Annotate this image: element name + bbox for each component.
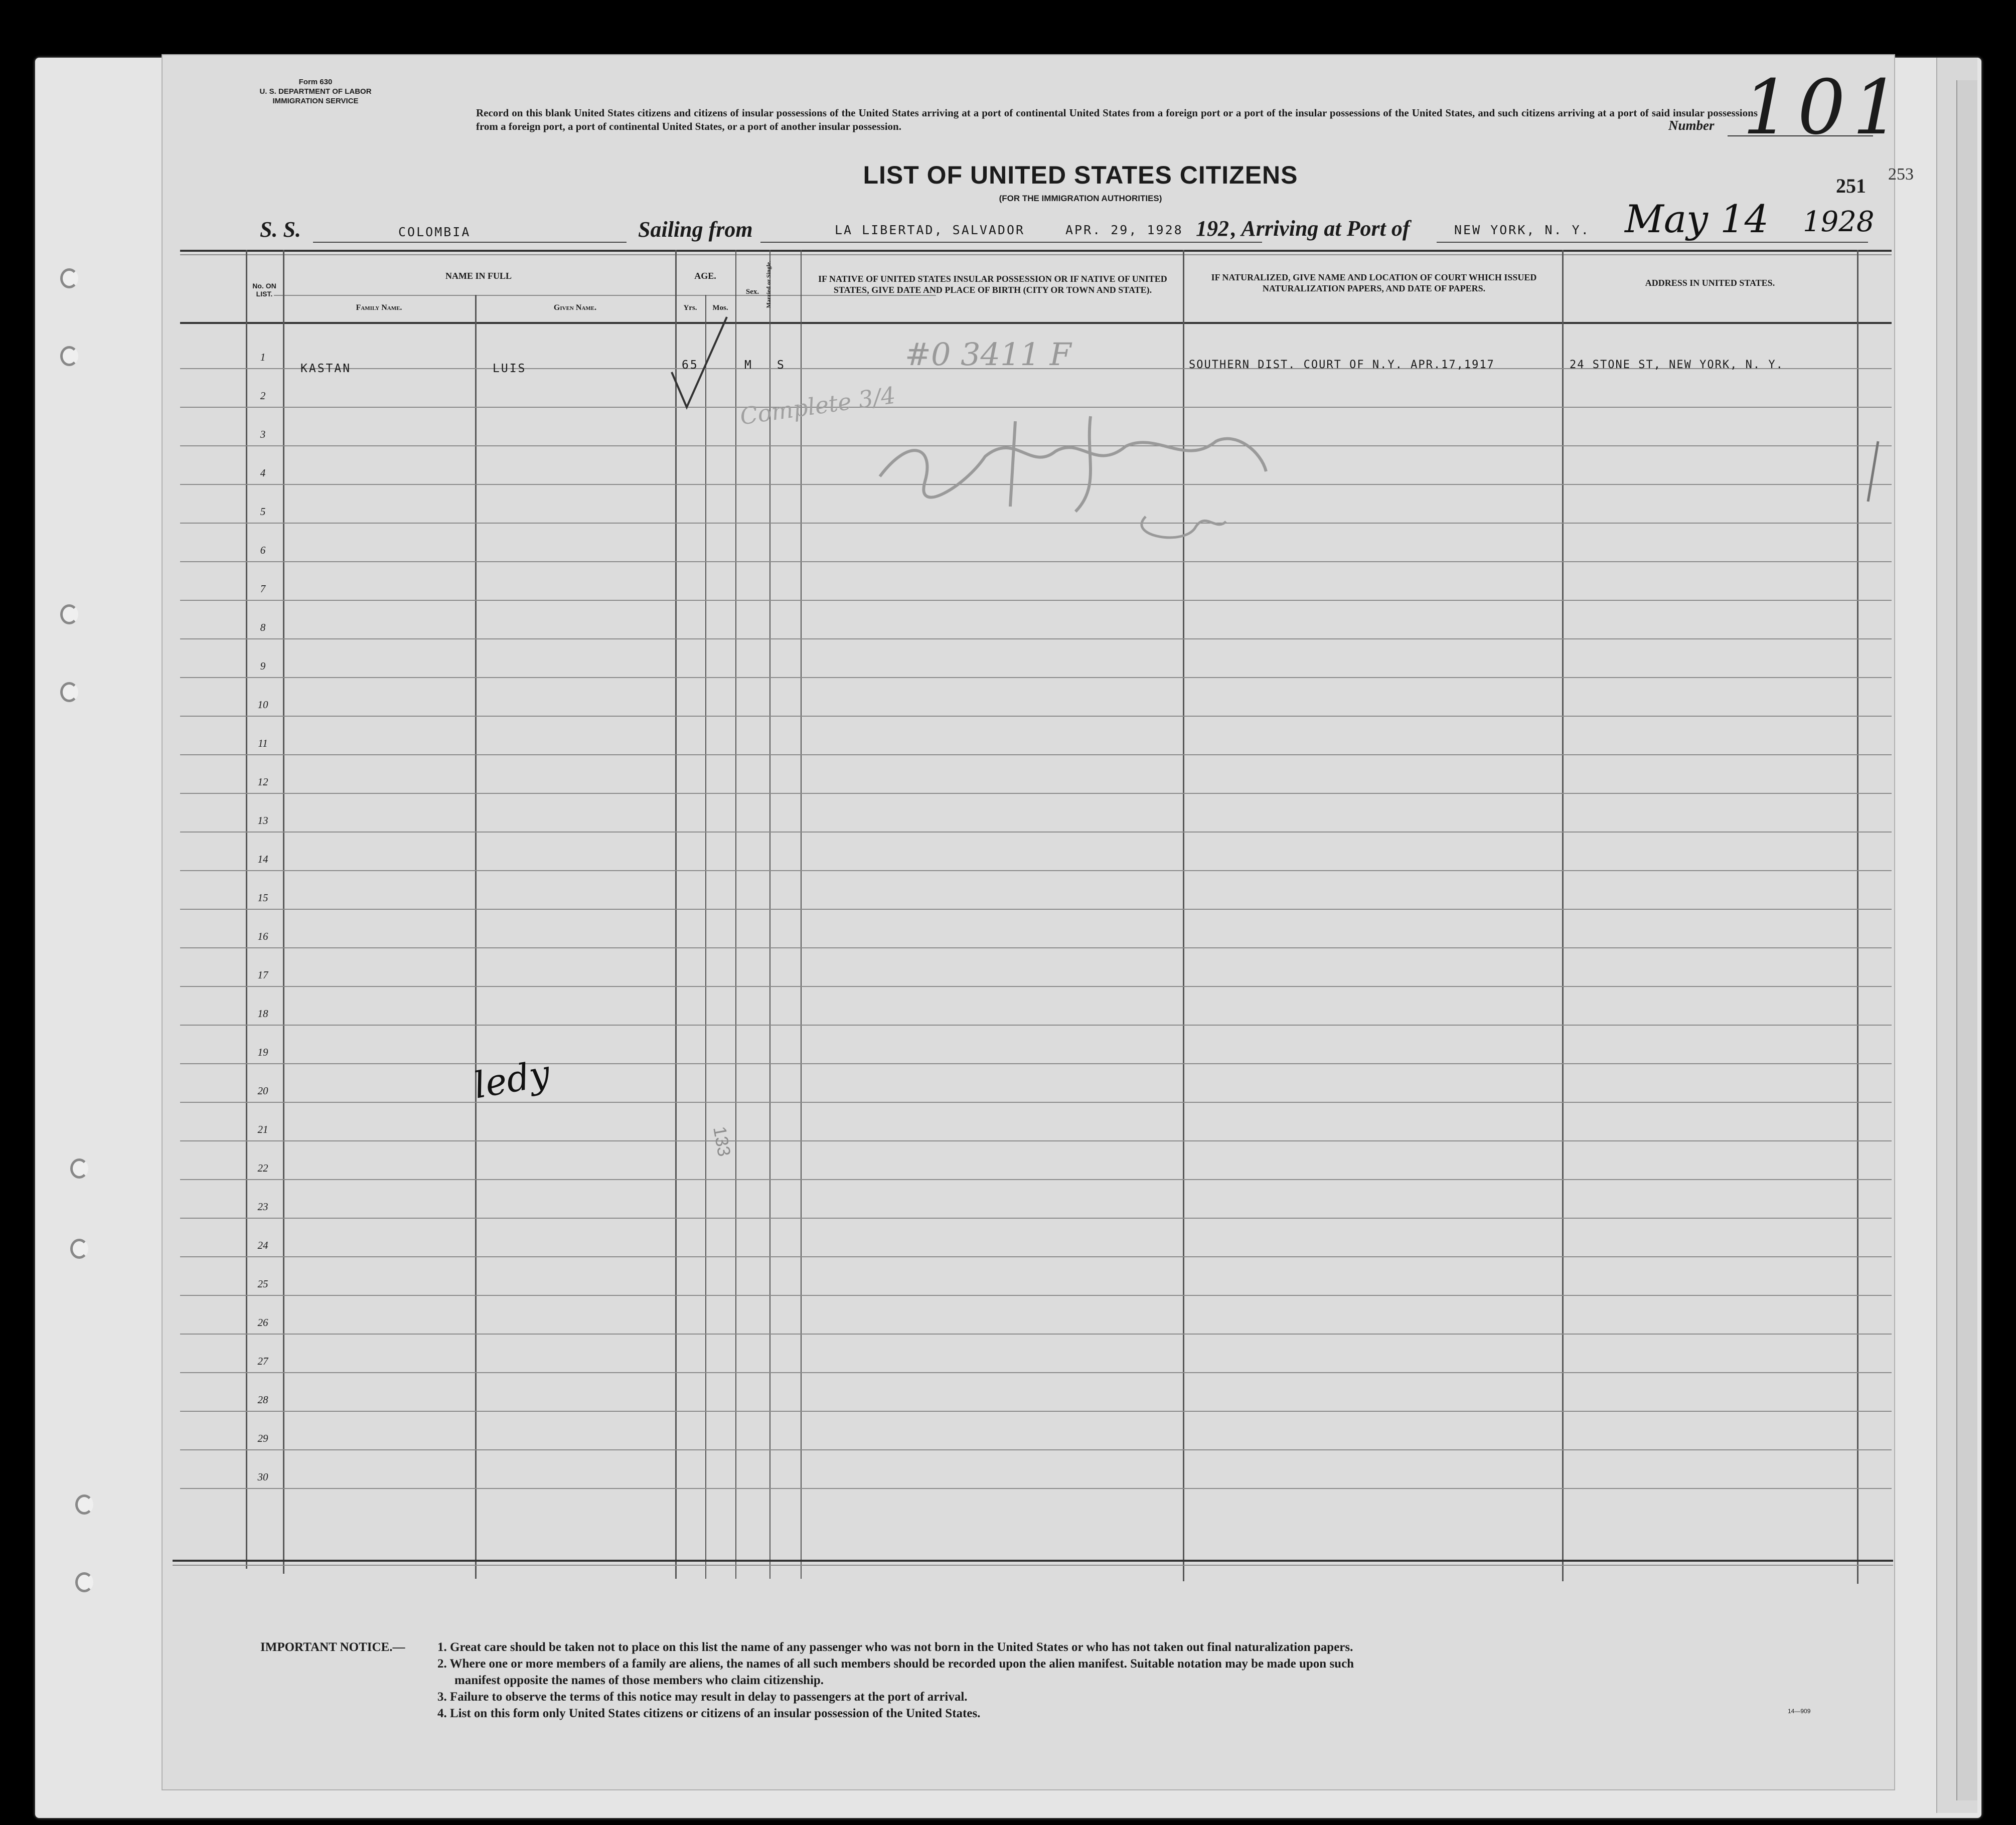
side-page-number: 253 xyxy=(1888,165,1914,184)
page-number-stamp: 251 xyxy=(1836,175,1866,197)
margin-stroke xyxy=(1858,436,1888,507)
department-name: U. S. DEPARTMENT OF LABOR xyxy=(259,87,372,96)
col-divider xyxy=(735,250,736,1579)
col-header-age: AGE. xyxy=(694,271,716,281)
row-line xyxy=(180,600,1892,601)
row-number: 18 xyxy=(257,1008,268,1020)
manifest-page xyxy=(162,54,1914,1790)
certificate-number-handwritten: #0 3411 F xyxy=(905,336,1071,373)
punch-hole xyxy=(60,268,78,288)
row-number: 13 xyxy=(257,814,268,826)
row-line xyxy=(180,909,1892,910)
row-number: 9 xyxy=(260,660,266,672)
col-divider xyxy=(801,250,802,1579)
arrival-date-handwritten: May 14 xyxy=(1625,197,1769,241)
row-line xyxy=(180,1372,1892,1373)
row-number: 24 xyxy=(257,1239,268,1251)
row1-given-name: LUIS xyxy=(493,362,527,375)
number-label: Number xyxy=(1668,118,1715,133)
col-header-family: Family Name. xyxy=(356,303,402,312)
notice-heading: IMPORTANT NOTICE.— xyxy=(260,1640,405,1654)
row1-naturalization: SOUTHERN DIST. COURT OF N.Y. APR.17,1917 xyxy=(1189,359,1495,371)
col-divider xyxy=(769,250,770,1579)
row1-sex: M xyxy=(744,359,753,372)
row-line xyxy=(180,638,1892,639)
table-top-border xyxy=(180,250,1892,252)
row-line xyxy=(180,1334,1892,1335)
row-number: 25 xyxy=(257,1278,268,1290)
row-number: 30 xyxy=(257,1471,268,1483)
row-number: 14 xyxy=(257,853,268,865)
row-number: 6 xyxy=(260,544,266,556)
col-header-marital: Married or Single. xyxy=(765,260,772,308)
row-line xyxy=(180,832,1892,833)
row-number: 29 xyxy=(257,1432,268,1444)
punch-hole xyxy=(70,1239,88,1259)
row-number: 22 xyxy=(257,1162,268,1174)
col-header-yrs: Yrs. xyxy=(683,304,697,312)
page-subtitle: (FOR THE IMMIGRATION AUTHORITIES) xyxy=(999,194,1162,203)
ship-line xyxy=(313,242,627,243)
col-divider xyxy=(705,295,706,1579)
punch-hole xyxy=(75,1572,93,1592)
table-bottom-border xyxy=(173,1560,1893,1562)
ship-name: COLOMBIA xyxy=(398,225,471,239)
table-top-border-inner xyxy=(180,254,1892,255)
col-header-given: Given Name. xyxy=(553,303,597,312)
col-header-no: No. ON LIST. xyxy=(252,282,276,298)
row-line xyxy=(180,1025,1892,1026)
form-instructions: Record on this blank United States citizens and citizens of insular possessions of the United States arriving at a port of continental United States from a foreign port or a port of the insular possessions of the United States, and such citizens arriving at a port of said insular possessions from a foreign port, a port of continental United States, or a port of another insular possession. xyxy=(476,107,1758,132)
margin-handwriting: ledy xyxy=(470,1052,553,1107)
notice-item-2: 2. Where one or more members of a family are aliens, the names of all such members should be recorded upon the alien manifest. Suitable notation may be made upon such xyxy=(437,1657,1354,1671)
row-number: 27 xyxy=(257,1355,268,1367)
row-line xyxy=(180,793,1892,794)
row-number: 15 xyxy=(257,892,268,904)
row1-family-name: KASTAN xyxy=(300,362,352,375)
notice-list xyxy=(437,1639,1792,1722)
service-name: IMMIGRATION SERVICE xyxy=(272,97,359,105)
row1-age-yrs: 65 xyxy=(682,359,699,372)
page-title: LIST OF UNITED STATES CITIZENS xyxy=(863,161,1298,189)
form-number: Form 630 xyxy=(298,78,333,86)
row-line xyxy=(180,1449,1892,1450)
list-number: 101 xyxy=(1743,64,1908,151)
row-number: 19 xyxy=(257,1046,268,1058)
sailing-label: Sailing from xyxy=(638,217,753,242)
row-line xyxy=(180,986,1892,987)
punch-hole xyxy=(70,1158,88,1179)
form-identifier xyxy=(233,77,398,106)
row-number: 28 xyxy=(257,1394,268,1406)
sailing-port: LA LIBERTAD, SALVADOR xyxy=(835,223,1025,237)
row-number: 26 xyxy=(257,1316,268,1329)
row-line xyxy=(180,1218,1892,1219)
arrival-port: NEW YORK, N. Y. xyxy=(1454,223,1590,237)
punch-hole xyxy=(75,1495,93,1515)
row-line xyxy=(180,1295,1892,1296)
row-number: 3 xyxy=(260,428,266,440)
row-number: 1 xyxy=(260,351,266,363)
col-divider xyxy=(675,250,677,1579)
row-line xyxy=(180,1411,1892,1412)
row-number: 23 xyxy=(257,1201,268,1213)
row-line xyxy=(180,1488,1892,1489)
punch-hole xyxy=(60,604,78,624)
arrival-year: 1928 xyxy=(1803,206,1875,238)
col-header-mos: Mos. xyxy=(712,304,728,312)
row-number: 7 xyxy=(260,583,266,595)
row1-address: 24 STONE ST, NEW YORK, N. Y. xyxy=(1570,359,1784,371)
row-number: 12 xyxy=(257,776,268,788)
row-line xyxy=(180,561,1892,562)
col-header-name: NAME IN FULL xyxy=(445,271,512,281)
ss-label: S. S. xyxy=(260,217,301,242)
row-number: 4 xyxy=(260,467,266,479)
stamp-number: 133 xyxy=(709,1124,735,1158)
row-number: 10 xyxy=(257,699,268,711)
printed-year: 192 xyxy=(1196,216,1229,241)
row-line xyxy=(180,754,1892,755)
row-number: 2 xyxy=(260,390,266,402)
arriving-line xyxy=(1437,242,1868,243)
row-line xyxy=(180,677,1892,678)
complete-stamp: Complete 3/4 xyxy=(738,381,897,430)
row-line xyxy=(180,1256,1892,1257)
row-number: 5 xyxy=(260,506,266,518)
binder-edge-back xyxy=(1956,80,1977,1800)
row-line xyxy=(180,1140,1892,1141)
punch-hole xyxy=(60,682,78,702)
signature-stamp xyxy=(865,386,1276,552)
col-divider xyxy=(475,295,477,1579)
col-divider xyxy=(1562,250,1564,1581)
notice-item-2-cont: manifest opposite the names of those members who claim citizenship. xyxy=(454,1674,824,1687)
notice-item-4: 4. List on this form only United States citizens or citizens of an insular possession of the United States. xyxy=(437,1707,981,1720)
col-header-sex: Sex. xyxy=(745,288,759,296)
col-header-naturalized: IF NATURALIZED, GIVE NAME AND LOCATION OF COURT WHICH ISSUED NATURALIZATION PAPERS, AND DATE OF PAPERS. xyxy=(1211,272,1537,293)
sailing-date: APR. 29, 1928 xyxy=(1065,223,1183,237)
arriving-label: , Arriving at Port of xyxy=(1231,216,1410,241)
notice-item-3: 3. Failure to observe the terms of this notice may result in delay to passengers at the port of arrival. xyxy=(437,1690,968,1704)
check-mark xyxy=(667,312,732,422)
row1-marital-status: S xyxy=(777,359,786,372)
row-number: 20 xyxy=(257,1085,268,1097)
row-number: 16 xyxy=(257,930,268,942)
col-header-address: ADDRESS IN UNITED STATES. xyxy=(1645,278,1775,288)
col-divider xyxy=(283,250,284,1574)
row-line xyxy=(180,1179,1892,1180)
header-bottom-border xyxy=(180,322,1892,324)
table-bottom-border-inner xyxy=(173,1565,1893,1566)
punch-hole xyxy=(60,346,78,366)
row-line xyxy=(180,1102,1892,1103)
row-line xyxy=(180,1063,1892,1064)
notice-item-1: 1. Great care should be taken not to place on this list the name of any passenger who was not born in the United States or who has not taken out final naturalization papers. xyxy=(437,1640,1353,1654)
row-number: 21 xyxy=(257,1123,268,1135)
row-number: 11 xyxy=(258,737,268,749)
sailing-line xyxy=(760,242,1262,243)
row-line xyxy=(180,947,1892,948)
row-number: 8 xyxy=(260,621,266,633)
form-code: 14—909 xyxy=(1788,1708,1811,1715)
row-line xyxy=(180,716,1892,717)
col-header-native: IF NATIVE OF UNITED STATES INSULAR POSSESSION OR IF NATIVE OF UNITED STATES, GIVE DATE AND PLACE OF BIRTH (CITY OR TOWN AND STATE). xyxy=(818,274,1167,295)
row-line xyxy=(180,870,1892,871)
row-number: 17 xyxy=(257,969,268,981)
